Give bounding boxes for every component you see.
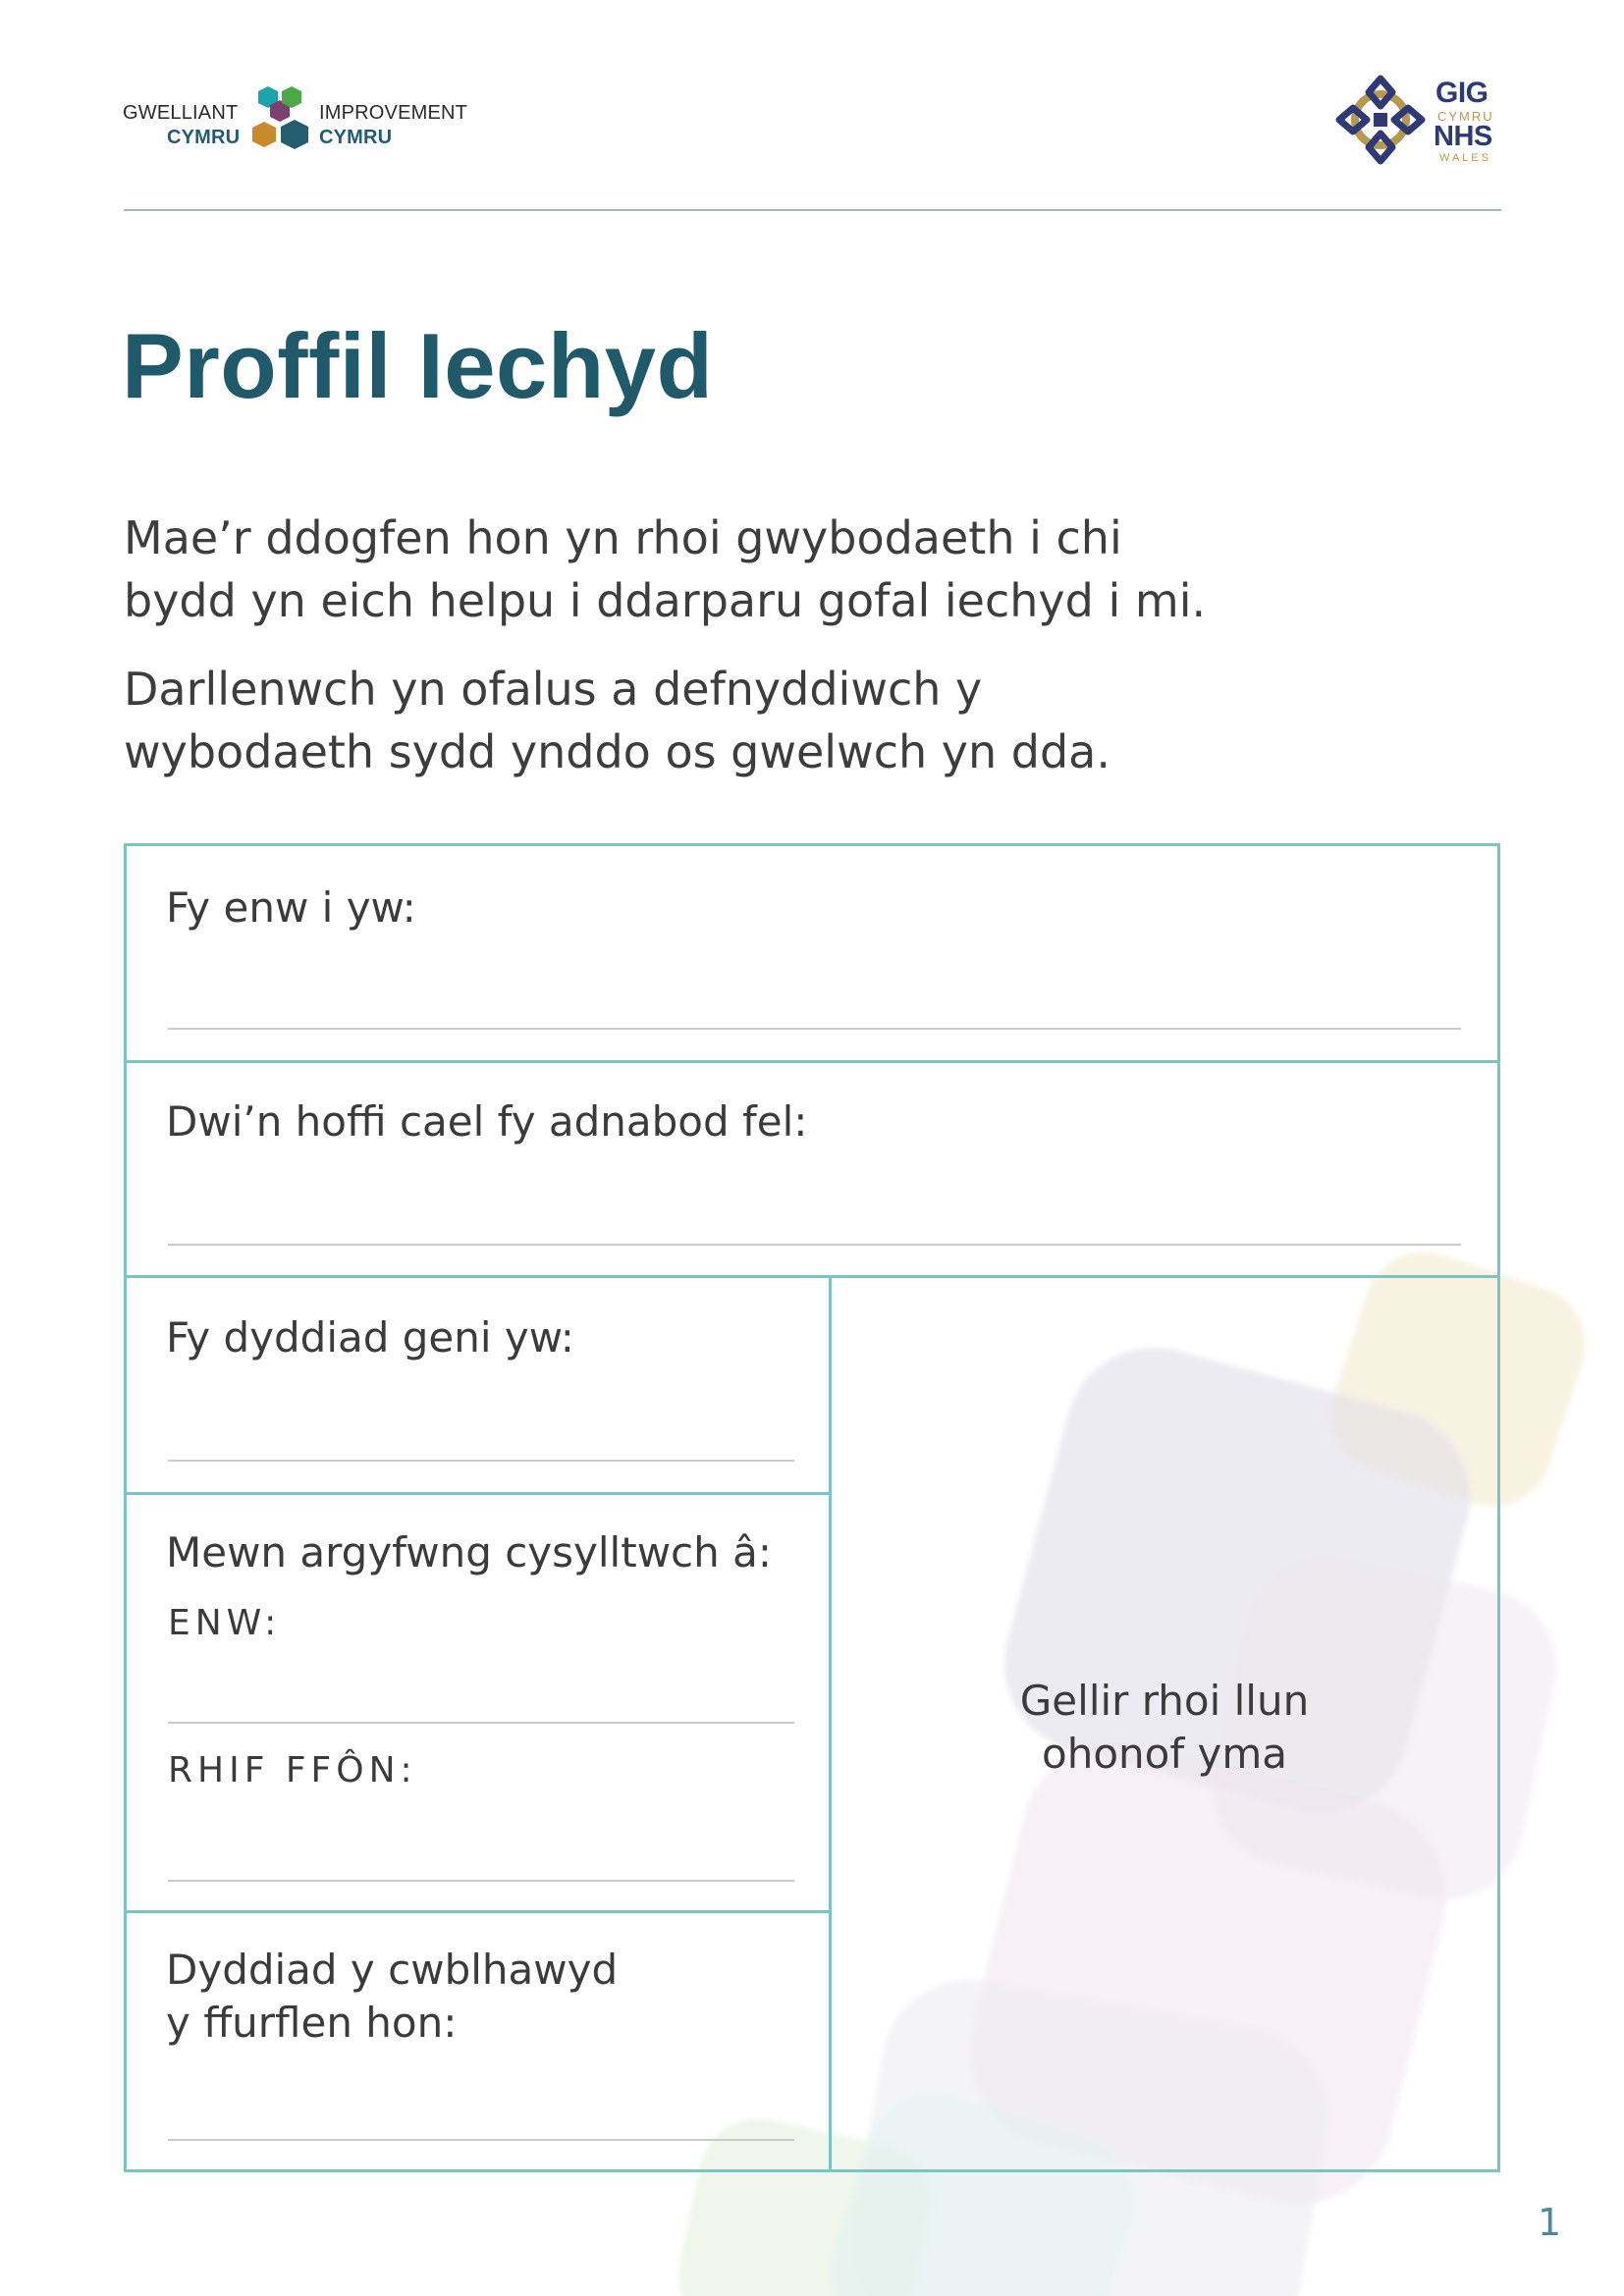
page-number: 1 <box>1538 2201 1562 2244</box>
row-divider <box>127 1492 831 1495</box>
nhs-wales-logo <box>1331 71 1508 169</box>
logo-wales-text: WALES <box>1439 152 1492 164</box>
intro-paragraph-1 <box>124 507 1351 632</box>
logo-nhs-text: NHS <box>1434 121 1492 152</box>
name-field[interactable] <box>168 1028 1461 1030</box>
row-divider <box>127 1275 1497 1278</box>
emergency-phone-label: RHIF FFÔN: <box>168 1750 417 1790</box>
page-title: Proffil Iechyd <box>122 314 714 417</box>
name-label: Fy enw i yw: <box>166 883 416 932</box>
emergency-contact-label: Mewn argyfwng cysylltwch â: <box>166 1528 772 1576</box>
header-divider <box>124 209 1501 211</box>
row-divider <box>127 1910 831 1913</box>
nickname-field[interactable] <box>168 1244 1461 1246</box>
emergency-phone-field[interactable] <box>168 1880 794 1882</box>
photo-note-line1: Gellir rhoi llun <box>1019 1677 1310 1725</box>
intro-p1-line2: bydd yn eich helpu i ddarparu gofal iechyd i mi. <box>124 574 1207 627</box>
logo-gig-text: GIG <box>1435 77 1489 109</box>
completed-date-label <box>166 1944 618 2050</box>
logo-cymru-text: CYMRU <box>1437 109 1494 124</box>
completed-date-line1: Dyddiad y cwblhawyd <box>166 1946 619 1994</box>
intro-paragraph-2 <box>124 658 1351 783</box>
celtic-knot-icon <box>1331 71 1430 169</box>
intro-p1-line1: Mae’r ddogfen hon yn rhoi gwybodaeth i chi <box>124 511 1122 564</box>
dob-field[interactable] <box>168 1460 794 1462</box>
health-profile-form <box>124 843 1500 2172</box>
photo-placeholder[interactable] <box>832 1675 1497 1781</box>
logo-welsh-line1: GWELLIANT <box>123 102 239 124</box>
hexagon-cluster-icon <box>248 82 317 167</box>
logo-english-line2: CYMRU <box>319 127 393 148</box>
dob-label: Fy dyddiad geni yw: <box>166 1313 574 1362</box>
logo-welsh-line2: CYMRU <box>167 127 241 148</box>
intro-p2-line1: Darllenwch yn ofalus a defnyddiwch y <box>124 663 983 716</box>
completed-date-field[interactable] <box>168 2139 794 2141</box>
intro-p2-line2: wybodaeth sydd ynddo os gwelwch yn dda. <box>124 725 1110 778</box>
nickname-label: Dwi’n hoffi cael fy adnabod fel: <box>166 1097 808 1146</box>
logo-english-line1: IMPROVEMENT <box>319 102 468 124</box>
emergency-name-label: ENW: <box>168 1603 282 1643</box>
photo-note-line2: ohonof yma <box>1042 1730 1287 1778</box>
improvement-cymru-logo <box>123 82 486 167</box>
row-divider <box>127 1060 1497 1063</box>
emergency-name-field[interactable] <box>168 1722 794 1724</box>
completed-date-line2: y ffurflen hon: <box>166 1999 458 2047</box>
